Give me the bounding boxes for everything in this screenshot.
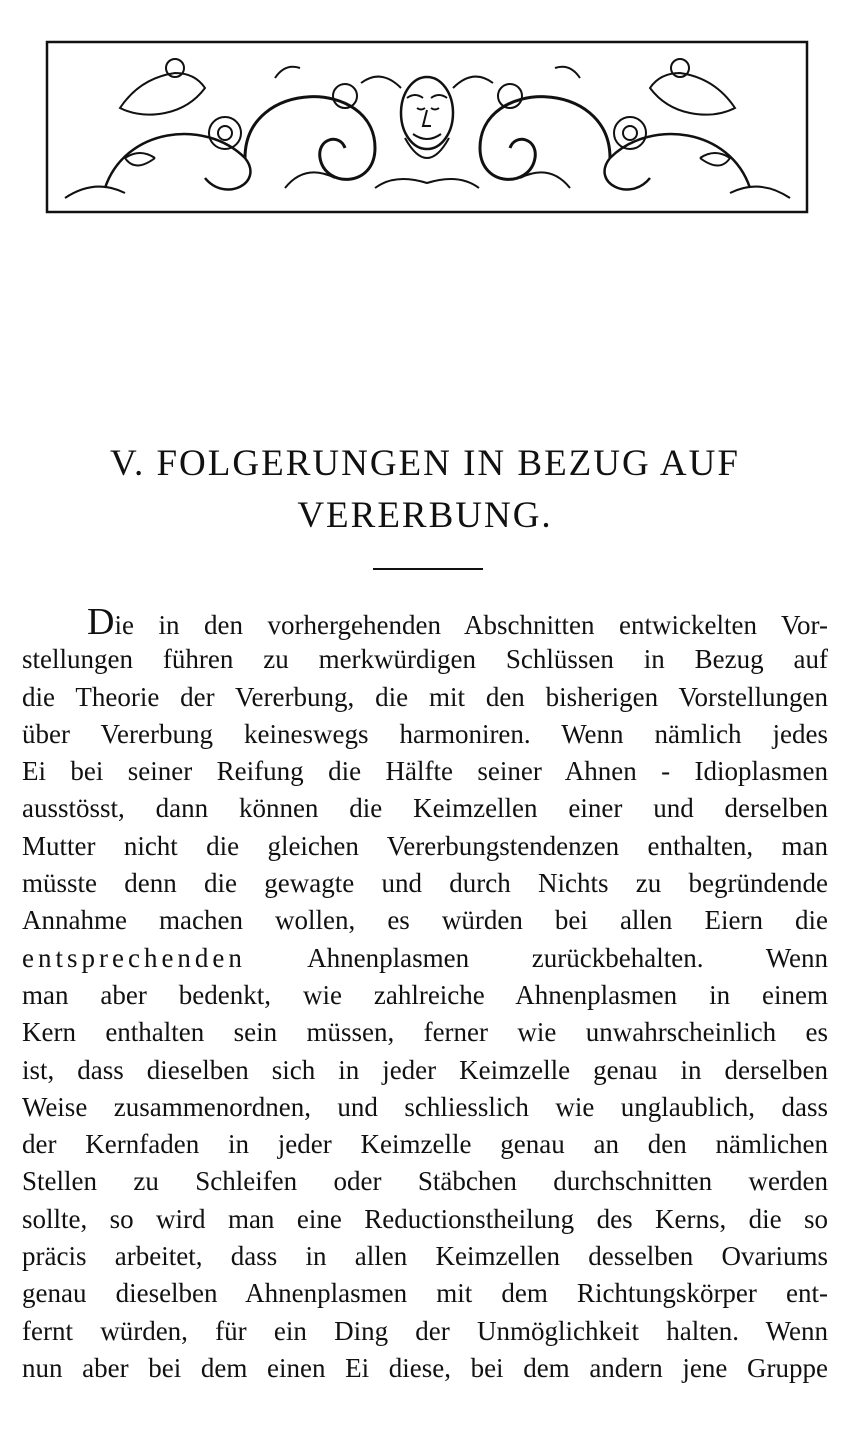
text-line: stellungen führen zu merkwürdigen Schlüssen in Bezug auf — [22, 644, 828, 675]
text-line: genau dieselben Ahnenplasmen mit dem Richtungskörper ent- — [22, 1278, 828, 1309]
text-line: Ei bei seiner Reifung die Hälfte seiner Ahnen - Idioplasmen — [22, 756, 828, 787]
text-line: ausstösst, dann können die Keimzellen einer und derselben — [22, 793, 828, 824]
text-line-rest: ie in den vorhergehenden Abschnitten entwickelten Vor- — [114, 610, 828, 640]
text-line: fernt würden, für ein Ding der Unmöglichkeit halten. Wenn — [22, 1315, 828, 1346]
text-line: die Theorie der Vererbung, die mit den bisherigen Vorstellungen — [22, 681, 828, 712]
text-line: müsste denn die gewagte und durch Nichts zu begründende — [22, 868, 828, 899]
chapter-title-line-2: VERERBUNG. — [297, 495, 553, 536]
body-paragraph — [22, 601, 828, 1387]
text-line: sollte, so wird man eine Reductionstheilung des Kerns, die so — [22, 1203, 828, 1234]
text-line: über Vererbung keineswegs harmoniren. Wenn nämlich jedes — [22, 718, 828, 749]
text-line: Stellen zu Schleifen oder Stäbchen durchschnitten werden — [22, 1166, 828, 1197]
text-line-rest: Ahnenplasmen zurückbehalten. Wenn — [245, 942, 828, 973]
chapter-title-line-1: V. FOLGERUNGEN IN BEZUG AUF — [110, 443, 740, 484]
text-line: Annahme machen wollen, es würden bei allen Eiern die — [22, 905, 828, 936]
drop-initial: D — [87, 601, 115, 643]
title-divider — [373, 568, 483, 570]
text-line: Kern enthalten sein müssen, ferner wie unwahrscheinlich es — [22, 1017, 828, 1048]
emphasized-word: entsprechenden — [22, 942, 246, 973]
text-line: der Kernfaden in jeder Keimzelle genau an den nämlichen — [22, 1129, 828, 1160]
text-line: man aber bedenkt, wie zahlreiche Ahnenplasmen in einem — [22, 979, 828, 1010]
chapter-title — [60, 438, 790, 542]
decorative-vignette-icon — [45, 38, 810, 216]
text-line — [22, 940, 828, 977]
text-line: nun aber bei dem einen Ei diese, bei dem andern jene Gruppe — [22, 1352, 828, 1383]
text-line: ist, dass dieselben sich in jeder Keimzelle genau in derselben — [22, 1054, 828, 1085]
text-line: Weise zusammenordnen, und schliesslich wie unglaublich, dass — [22, 1091, 828, 1122]
text-line — [22, 601, 828, 643]
text-line: präcis arbeitet, dass in allen Keimzellen desselben Ovariums — [22, 1241, 828, 1272]
text-line: Mutter nicht die gleichen Vererbungstendenzen enthalten, man — [22, 830, 828, 861]
